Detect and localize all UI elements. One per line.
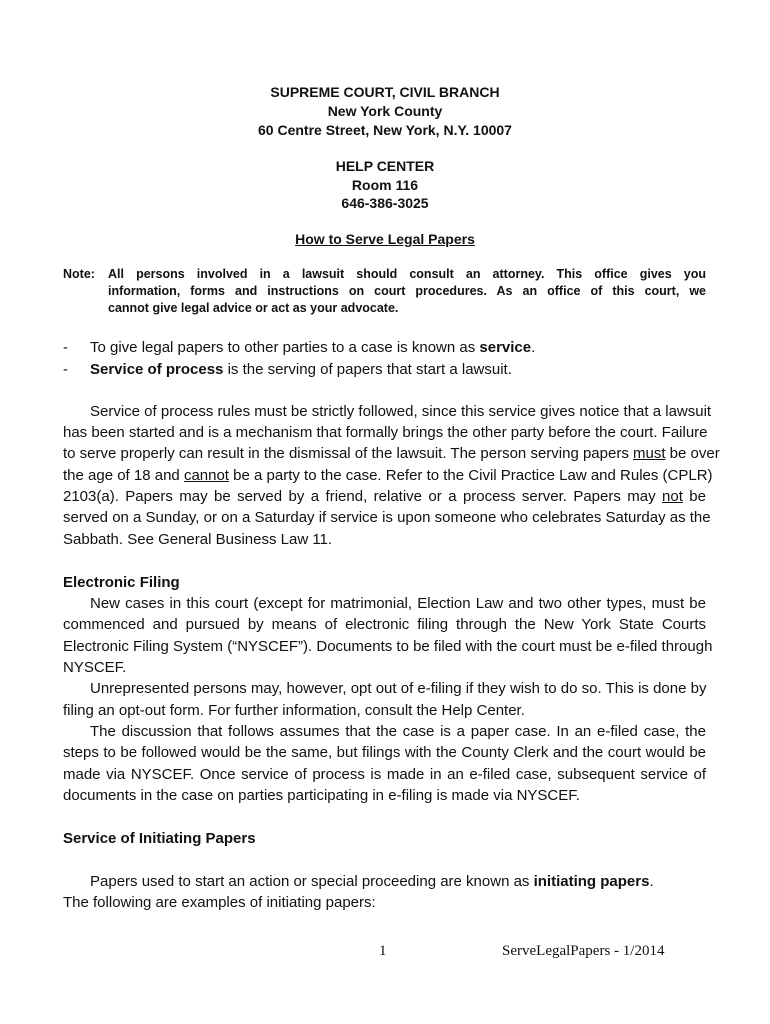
paragraph-line: Service of process rules must be strictly followed, since this service gives notice that a lawsuit [90, 403, 712, 420]
paragraph-line [63, 444, 720, 464]
paragraph-line [63, 466, 713, 486]
paragraph-line: filing an opt-out form. For further information, consult the Help Center. [63, 702, 525, 719]
note-line: cannot give legal advice or act as your advocate. [108, 301, 399, 315]
note-line: All persons involved in a lawsuit should consult an attorney. This office gives you [108, 267, 706, 281]
note-line: information, forms and instructions on court procedures. As an office of this court, we [108, 284, 706, 298]
bullet-dash: - [63, 339, 68, 356]
paragraph-line [90, 872, 654, 892]
bold-term: Service of process [90, 361, 224, 378]
bold-term: service [479, 339, 532, 356]
paragraph-line: The following are examples of initiating papers: [63, 894, 376, 911]
paragraph-line: New cases in this court (except for matrimonial, Election Law and two other types, must be [90, 595, 706, 612]
text-run: be a party to the case. Refer to the Civil Practice Law and Rules (CPLR) [228, 467, 713, 484]
paragraph-line: commenced and pursued by means of electronic filing through the New York State Courts [63, 616, 706, 633]
court-address: 60 Centre Street, New York, N.Y. 10007 [258, 122, 512, 138]
text-run: . [649, 873, 654, 890]
paragraph-line: made via NYSCEF. Once service of process is made in an e-filed case, subsequent service of [63, 766, 706, 783]
underlined-word: not [662, 488, 683, 505]
room-number: Room 116 [351, 177, 419, 193]
help-center-title: HELP CENTER [335, 158, 435, 174]
paragraph-line: NYSCEF. [63, 659, 127, 676]
paragraph-line: served on a Sunday, or on a Saturday if service is upon someone who celebrates Saturday as the [63, 509, 711, 526]
bullet-text: is the serving of papers that start a lawsuit. [223, 361, 512, 378]
document-id: ServeLegalPapers - 1/2014 [502, 943, 665, 959]
paragraph-line: has been started and is a mechanism that formally brings the other party before the court. Failure [63, 424, 708, 441]
underlined-word: cannot [183, 467, 229, 484]
paragraph-line [63, 487, 706, 507]
bullet-text: To give legal papers to other parties to a case is known as [90, 339, 480, 356]
paragraph-line: steps to be followed would be the same, but filings with the County Clerk and the court would be [63, 744, 706, 761]
bullet-item [90, 360, 512, 380]
phone-number: 646-386-3025 [341, 195, 429, 211]
section-heading: Electronic Filing [63, 574, 180, 591]
county-name: New York County [327, 103, 443, 119]
page-number: 1 [379, 943, 387, 959]
paragraph-line: Sabbath. See General Business Law 11. [63, 531, 333, 548]
section-heading: Service of Initiating Papers [63, 830, 256, 847]
text-run: be over [665, 445, 720, 462]
text-run: Papers used to start an action or special proceeding are known as [90, 873, 534, 890]
note-label: Note: [63, 267, 95, 281]
page-title: How to Serve Legal Papers [295, 231, 475, 247]
court-name: SUPREME COURT, CIVIL BRANCH [270, 84, 500, 100]
paragraph-line: Electronic Filing System (“NYSCEF”). Documents to be filed with the court must be e-filed through [63, 638, 713, 655]
paragraph-line: Unrepresented persons may, however, opt out of e-filing if they wish to do so. This is done by [90, 680, 707, 697]
bold-term: initiating papers [533, 873, 650, 890]
bullet-text: . [531, 339, 536, 356]
underlined-word: must [633, 445, 666, 462]
text-run: be [682, 488, 706, 505]
text-run: to serve properly can result in the dismissal of the lawsuit. The person serving papers [63, 445, 633, 462]
paragraph-line: The discussion that follows assumes that the case is a paper case. In an e-filed case, the [90, 723, 706, 740]
bullet-dash: - [63, 361, 68, 378]
bullet-item [90, 338, 535, 358]
paragraph-line: documents in the case on parties participating in e-filing is made via NYSCEF. [63, 787, 580, 804]
text-run: the age of 18 and [63, 467, 184, 484]
text-run: 2103(a). Papers may be served by a friend, relative or a process server. Papers may [63, 488, 663, 505]
